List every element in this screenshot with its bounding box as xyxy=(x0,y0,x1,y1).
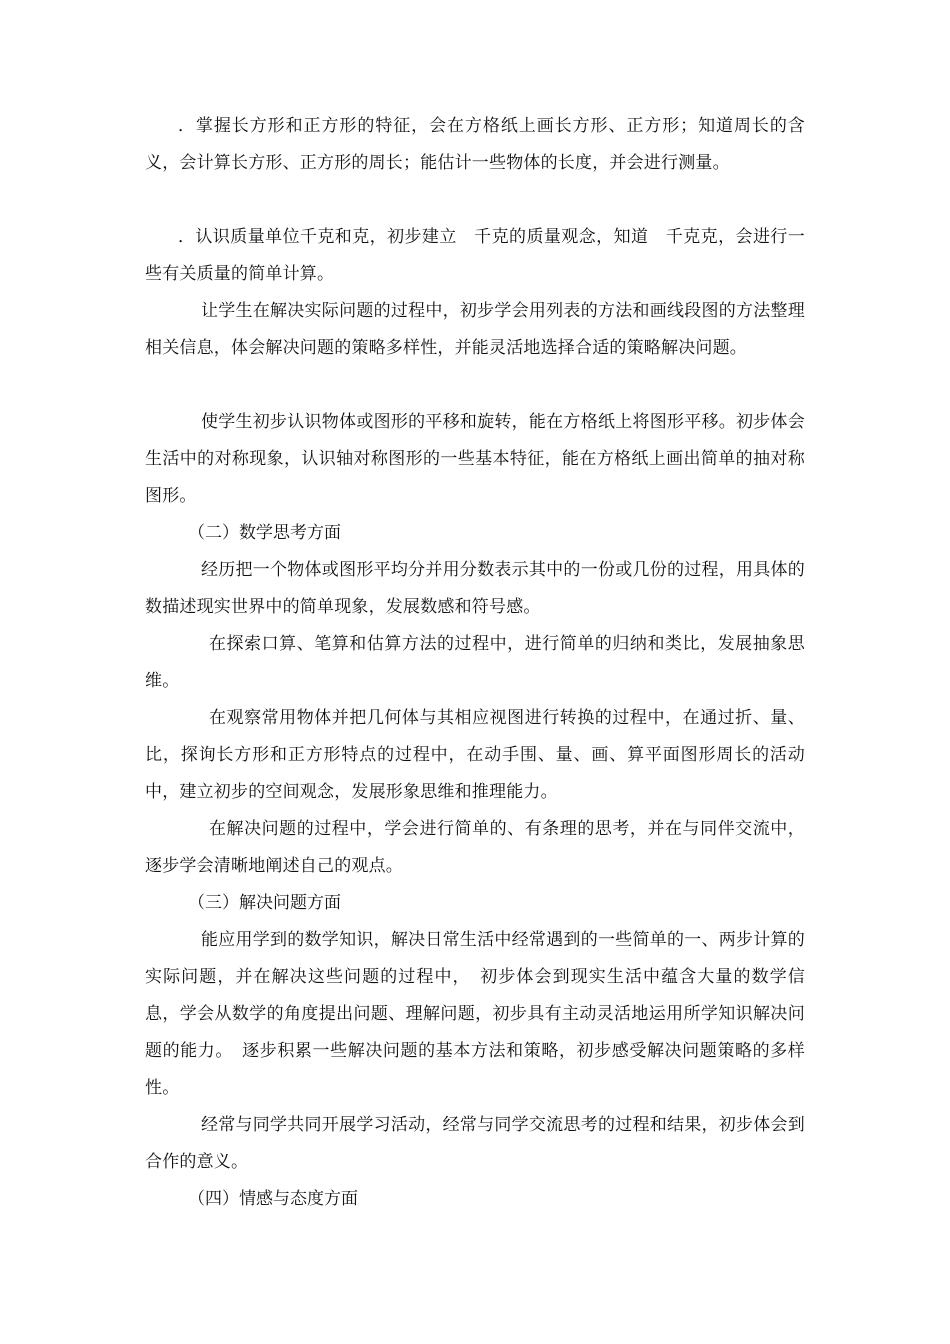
paragraph-fractions: 经历把一个物体或图形平均分并用分数表示其中的一份或几份的过程，用具体的数描述现实世界中的简单现象，发展数感和符号感。 xyxy=(145,560,805,617)
paragraph-rectangle-square: ．掌握长方形和正方形的特征，会在方格纸上画长方形、正方形；知道周长的含义，会计算长方形、正方形的周长；能估计一些物体的长度，并会进行测量。 xyxy=(145,116,805,173)
paragraph-mass-units: ．认识质量单位千克和克，初步建立 千克的质量观念，知道 千克克，会进行一些有关质量的简单计算。 xyxy=(145,227,805,284)
paragraph-cooperation: 经常与同学共同开展学习活动，经常与同学交流思考的过程和结果，初步体会到合作的意义。 xyxy=(145,1115,805,1172)
paragraph-applying-knowledge: 能应用学到的数学知识，解决日常生活中经常遇到的一些简单的一、两步计算的实际问题，并在解决这些问题的过程中， 初步体会到现实生活中蕴含大量的数学信息，学会从数学的角度提出问题、理解问题，初步具有主动灵活地运用所学知识解决问题的能力。 逐步积累一些解决问题的基本方法和策略，初步感受解决问题策略的多样性。 xyxy=(145,930,805,1098)
paragraph-spatial-concepts: 在观察常用物体并把几何体与其相应视图进行转换的过程中，在通过折、量、比，探询长方形和正方形特点的过程中，在动手围、量、画、算平面图形周长的活动中，建立初步的空间观念，发展形象思维和推理能力。 xyxy=(145,708,805,802)
section-heading-emotion-attitude: （四）情感与态度方面 xyxy=(188,1189,358,1209)
paragraph-problem-strategy: 让学生在解决实际问题的过程中，初步学会用列表的方法和画线段图的方法整理相关信息，体会解决问题的策略多样性，并能灵活地选择合适的策略解决问题。 xyxy=(145,301,805,358)
section-heading-problem-solving: （三）解决问题方面 xyxy=(188,893,341,913)
paragraph-orderly-thinking: 在解决问题的过程中，学会进行简单的、有条理的思考，并在与同伴交流中，逐步学会清晰地阐述自己的观点。 xyxy=(145,819,805,876)
section-heading-math-thinking: （二）数学思考方面 xyxy=(188,523,341,543)
paragraph-translation-rotation: 使学生初步认识物体或图形的平移和旋转，能在方格纸上将图形平移。初步体会生活中的对称现象，认识轴对称图形的一些基本特征，能在方格纸上画出简单的抽对称图形。 xyxy=(145,412,805,506)
paragraph-calculation-methods: 在探索口算、笔算和估算方法的过程中，进行简单的归纳和类比，发展抽象思维。 xyxy=(145,634,805,691)
